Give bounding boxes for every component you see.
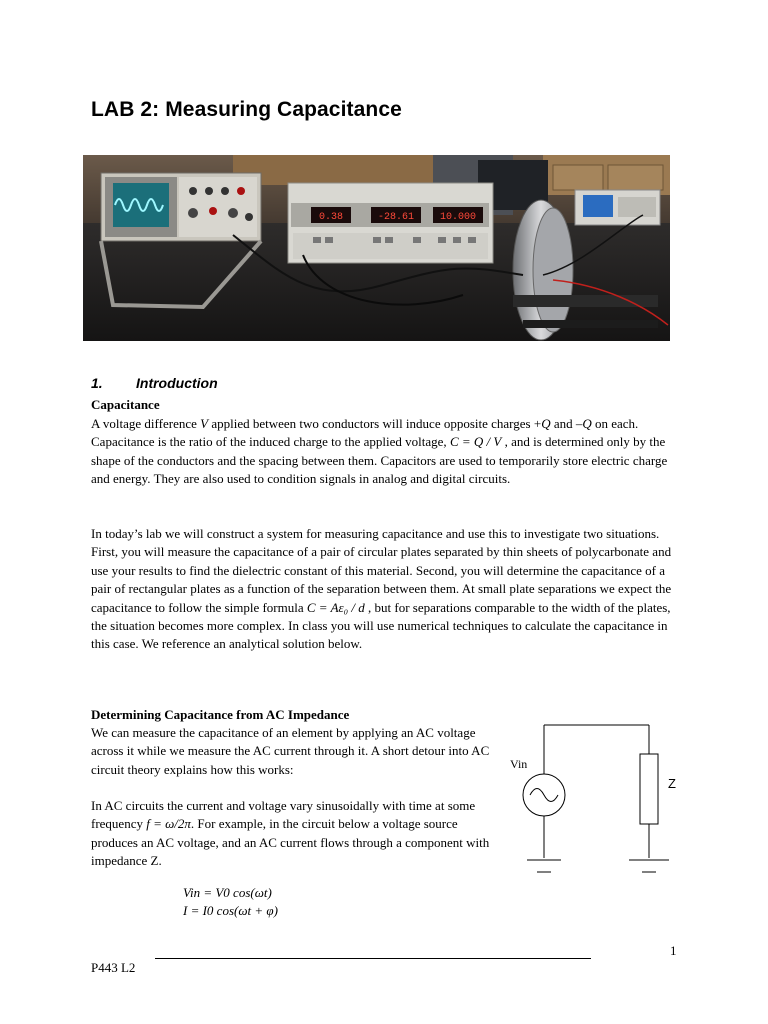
equation-current: I = I0 cos(ωt + φ) xyxy=(183,903,278,918)
equation-vin: Vin = V0 cos(ωt) xyxy=(183,885,272,900)
section-number: 1. xyxy=(91,375,103,391)
ac-circuit-paragraph: In AC circuits the current and voltage vary sinusoidally with time at some frequency f = ω/2π. For example, in the circuit below a voltage source produces an AC voltage, and an AC current flows through a component with impedance Z. xyxy=(91,798,490,869)
footer-rule xyxy=(155,958,591,959)
meter-reading-3: 10.000 xyxy=(439,212,477,223)
function-generator xyxy=(575,190,660,225)
capacitance-paragraph: A voltage difference V applied between two conductors will induce opposite charges +Q and –Q on each. Capacitance is the ratio of the induced charge to the applied voltage, C = Q / V , and is determined only by the shape of the conductors and the spacing between them. Capacitors are used to temporarily store electric charge and energy. They are also used to condition signals in analog and digital circuits. xyxy=(91,416,668,487)
capacitance-heading: Capacitance xyxy=(91,397,160,412)
page-title: LAB 2: Measuring Capacitance xyxy=(91,98,402,121)
todays-lab-paragraph: In today’s lab we will construct a system for measuring capacitance and use this to investigate two situations. First, you will measure the capacitance of a pair of circular plates separated by thin sheets of polycarbonate and use your results to find the dielectric constant of this material. Second, you will determine the capacitance of a pair of rectangular plates as a function of the separation between them. At small plate separations we expect the capacitance to follow the simple formula C = Aε₀ / d , but for separations comparable to the width of the plates, the situation becomes more complex. In class you will use numerical techniques to calculate the capacitance in this case. We reference an analytical solution below. xyxy=(91,526,672,652)
digital-multimeter xyxy=(288,183,493,263)
impedance-label: Z xyxy=(668,776,676,791)
impedance-element xyxy=(640,754,658,824)
meter-reading-1: 0.38 xyxy=(318,212,344,223)
footer-label: P443 L2 xyxy=(91,960,136,975)
section-title: Introduction xyxy=(136,375,218,391)
ac-impedance-heading: Determining Capacitance from AC Impedance xyxy=(91,707,350,722)
ac-intro-paragraph: We can measure the capacitance of an element by applying an AC voltage across it while we measure the AC current through it. A short detour into AC circuit theory explains how this works: xyxy=(91,725,490,777)
lab-equipment-photo xyxy=(83,155,670,341)
vin-label: Vin xyxy=(510,757,528,771)
ac-circuit-diagram xyxy=(505,720,690,885)
meter-reading-2: -28.61 xyxy=(377,212,415,223)
page-number: 1 xyxy=(670,943,677,958)
section-heading xyxy=(91,375,218,391)
